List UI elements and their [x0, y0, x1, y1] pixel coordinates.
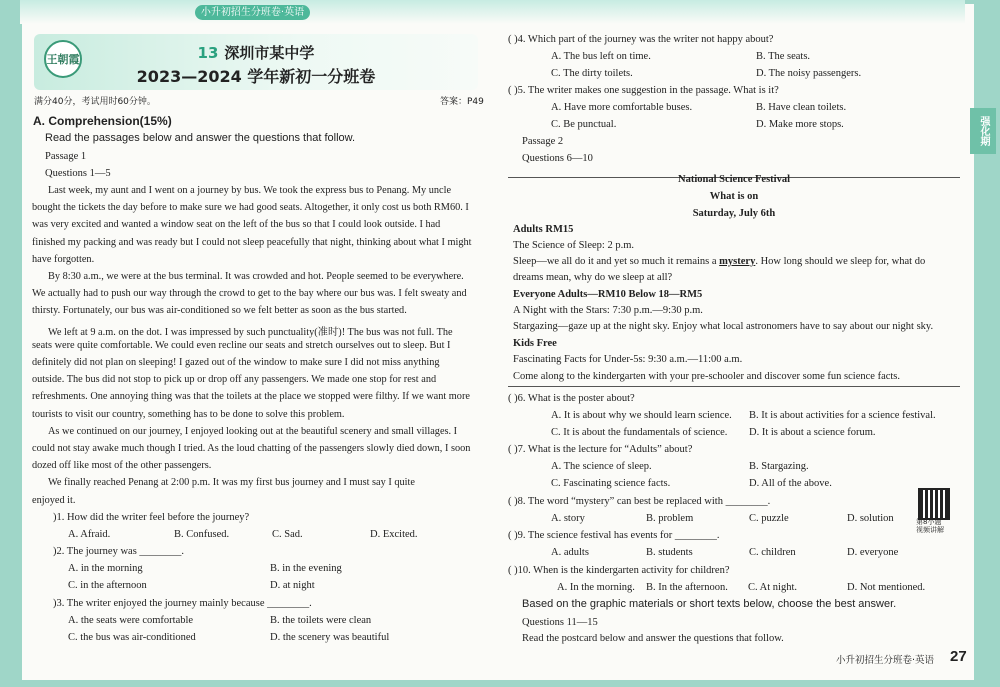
instruction: Read the passages below and answer the questions that follow.: [45, 132, 356, 144]
postcard-instruction: Read the postcard below and answer the questions that follow.: [522, 633, 784, 644]
answer-option: D. solution: [847, 513, 894, 524]
section-heading: A. Comprehension(15%): [33, 114, 172, 128]
passage-line: refreshments. One annoying thing was that the toilets at the place we stopped were filthy. If we want more: [32, 391, 470, 403]
question-stem: ( )10. When is the kindergarten activity for children?: [508, 565, 730, 576]
poster-kids: Kids Free: [513, 338, 557, 349]
poster-sleep-desc-2: dreams mean, why do we sleep at all?: [513, 272, 673, 283]
passage-label: Passage 1: [45, 151, 87, 162]
poster-adults: Adults RM15: [513, 224, 574, 235]
question-stem: ( )8. The word “mystery” can best be replaced with ________.: [508, 496, 771, 507]
question-range-3: Questions 11—15: [522, 617, 598, 628]
graphic-instruction: Based on the graphic materials or short texts below, choose the best answer.: [522, 598, 897, 610]
series-tab: 小升初招生分班卷·英语: [195, 5, 310, 20]
question-stem: )3. The writer enjoyed the journey mainly because ________.: [53, 598, 312, 609]
passage-line: was very excited and wanted a window seat on the left of the bus so that I could look outside. I had: [32, 219, 441, 231]
publisher-logo-icon: 王朝霞: [44, 40, 82, 78]
poster-facts-desc: Come along to the kindergarten with your pre-schooler and discover some fun science facts.: [513, 371, 901, 382]
poster-night: A Night with the Stars: 7:30 p.m.—9:30 p.m.: [513, 305, 703, 316]
passage-line: bought the tickets the day before to make sure we had good seats. Altogether, it only cost us both RM60. I: [32, 202, 469, 214]
answer-option: C. At night.: [748, 582, 798, 593]
page-number: 27: [950, 648, 967, 665]
passage-line: We actually had to push our way through the crowd to get to the bay where our bus was. I felt sweaty and: [32, 288, 467, 300]
answer-option: C. The dirty toilets.: [551, 68, 633, 79]
answer-option: A. Have more comfortable buses.: [551, 102, 693, 113]
passage-2-label: Passage 2: [522, 136, 564, 147]
passage-line: Last week, my aunt and I went on a journey by bus. We took the express bus to Penang. My uncle: [48, 185, 452, 196]
answer-option: D. Excited.: [370, 529, 418, 540]
answer-option: D. It is about a science forum.: [749, 427, 876, 438]
answer-option: B. students: [646, 547, 693, 558]
answer-option: D. The noisy passengers.: [756, 68, 862, 79]
passage-line: have forgotten.: [32, 253, 95, 265]
question-stem: ( )7. What is the lecture for “Adults” about?: [508, 444, 693, 455]
passage-line: dozed off like most of the other passengers.: [32, 460, 212, 472]
footer: 小升初招生分班卷·英语: [836, 655, 935, 666]
poster-title: National Science Festival: [678, 174, 790, 185]
mystery-word: mystery: [719, 256, 756, 267]
answer-option: B. It is about activities for a science festival.: [749, 410, 936, 421]
passage-line: By 8:30 a.m., we were at the bus terminal. It was crowded and hot. People seemed to be everywhere.: [48, 271, 464, 282]
answer-option: A. In the morning.: [557, 582, 635, 593]
school-name: 深圳市某中学: [224, 44, 315, 62]
qr-code-icon: [918, 488, 950, 520]
passage-line: could not stay awake much though I tried. As the loud chatting of the passengers slowly died down, I soon: [32, 443, 471, 454]
answer-option: A. It is about why we should learn science.: [551, 410, 732, 421]
poster-facts: Fascinating Facts for Under-5s: 9:30 a.m.—11:00 a.m.: [513, 354, 743, 365]
answer-option: A. The bus left on time.: [551, 51, 651, 62]
question-stem: ( )4. Which part of the journey was the writer not happy about?: [508, 34, 774, 45]
answer-option: C. Fascinating science facts.: [551, 478, 671, 489]
answer-option: C. in the afternoon: [68, 580, 147, 591]
side-tab: 强化期: [970, 108, 996, 154]
passage-line: We finally reached Penang at 2:00 p.m. It was my first bus journey and I must say I quite: [48, 477, 415, 489]
answer-option: B. Have clean toilets.: [756, 102, 847, 113]
passage-line: tourists to visit our country, something has to be done to solve this problem.: [32, 408, 345, 420]
answer-option: C. It is about the fundamentals of science.: [551, 427, 728, 438]
question-stem: ( )6. What is the poster about?: [508, 393, 635, 404]
answer-option: B. Stargazing.: [749, 461, 809, 472]
question-stem: )2. The journey was ________.: [53, 546, 185, 557]
answer-option: A. in the morning: [68, 563, 143, 574]
answer-option: A. The science of sleep.: [551, 461, 652, 472]
answer-option: D. at night: [270, 580, 315, 591]
answer-option: C. puzzle: [749, 513, 789, 524]
answer-option: C. the bus was air-conditioned: [68, 632, 196, 643]
question-stem: ( )5. The writer makes one suggestion in the passage. What is it?: [508, 85, 779, 96]
exam-number: 13: [197, 44, 219, 62]
answer-option: B. The seats.: [756, 51, 811, 62]
answer-option: A. the seats were comfortable: [68, 615, 194, 626]
passage-line: As we continued on our journey, I enjoyed looking out at the beautiful scenery and small villages. I: [48, 425, 458, 437]
answer-option: A. Afraid.: [68, 529, 111, 540]
answer-option: B. In the afternoon.: [646, 582, 728, 593]
top-band: [20, 0, 965, 24]
passage-line: enjoyed it.: [32, 494, 76, 506]
answer-option: D. the scenery was beautiful: [270, 632, 390, 643]
poster-night-desc: Stargazing—gaze up at the night sky. Enjoy what local astronomers have to say about our night sky.: [513, 321, 934, 332]
exam-title: 2023—2024 学年新初一分班卷: [136, 67, 376, 86]
question-stem: )1. How did the writer feel before the journey?: [53, 512, 250, 523]
answer-option: B. the toilets were clean: [270, 615, 372, 626]
poster-subtitle: What is on: [709, 191, 759, 202]
answer-option: C. Be punctual.: [551, 119, 617, 130]
passage-line: We left at 9 a.m. on the dot. I was impressed by such punctuality(准时)! The bus was not full. The: [48, 326, 453, 338]
answer-option: A. story: [551, 513, 585, 524]
answer-option: D. All of the above.: [749, 478, 832, 489]
passage-line: seats were quite comfortable. We could even recline our seats and stretch ourselves out to sleep. But I: [32, 339, 451, 351]
question-range: Questions 1—5: [45, 168, 111, 179]
exam-school: [0, 42, 512, 63]
answer-option: D. Make more stops.: [756, 119, 844, 130]
poster-sleep-time: The Science of Sleep: 2 p.m.: [513, 240, 635, 251]
answer-ref: 答案：P49: [440, 97, 484, 107]
passage-line: outside. The bus did not stop to pick up or drop off any passengers. We made one stop for rest and: [32, 374, 437, 386]
answer-option: D. Not mentioned.: [847, 582, 926, 593]
answer-option: B. in the evening: [270, 563, 342, 574]
question-stem: ( )9. The science festival has events for ________.: [508, 530, 720, 541]
poster-date: Saturday, July 6th: [692, 208, 776, 219]
poster-everyone: Everyone Adults—RM10 Below 18—RM5: [513, 289, 703, 300]
answer-option: B. Confused.: [174, 529, 230, 540]
answer-option: C. children: [749, 547, 796, 558]
poster-sleep-desc: Sleep—we all do it and yet so much it remains a mystery. How long should we sleep for, what do: [513, 256, 926, 267]
question-range-2: Questions 6—10: [522, 153, 593, 164]
answer-option: A. adults: [551, 547, 589, 558]
score-info: 满分40分，考试用时60分钟。: [34, 97, 156, 107]
answer-option: B. problem: [646, 513, 694, 524]
answer-option: C. Sad.: [272, 529, 303, 540]
passage-line: finished my packing and was ready but I could not sleep peacefully that night, thinking about what I might: [32, 236, 472, 248]
passage-line: thirsty. Fortunately, our bus was air-conditioned so we felt better as soon as the bus started.: [32, 305, 407, 317]
qr-label: 第8小题 视频讲解: [916, 518, 944, 534]
passage-line: definitely did not plan on sleeping! I gazed out of the window to make sure I did not miss anything: [32, 357, 440, 368]
answer-option: D. everyone: [847, 547, 899, 558]
